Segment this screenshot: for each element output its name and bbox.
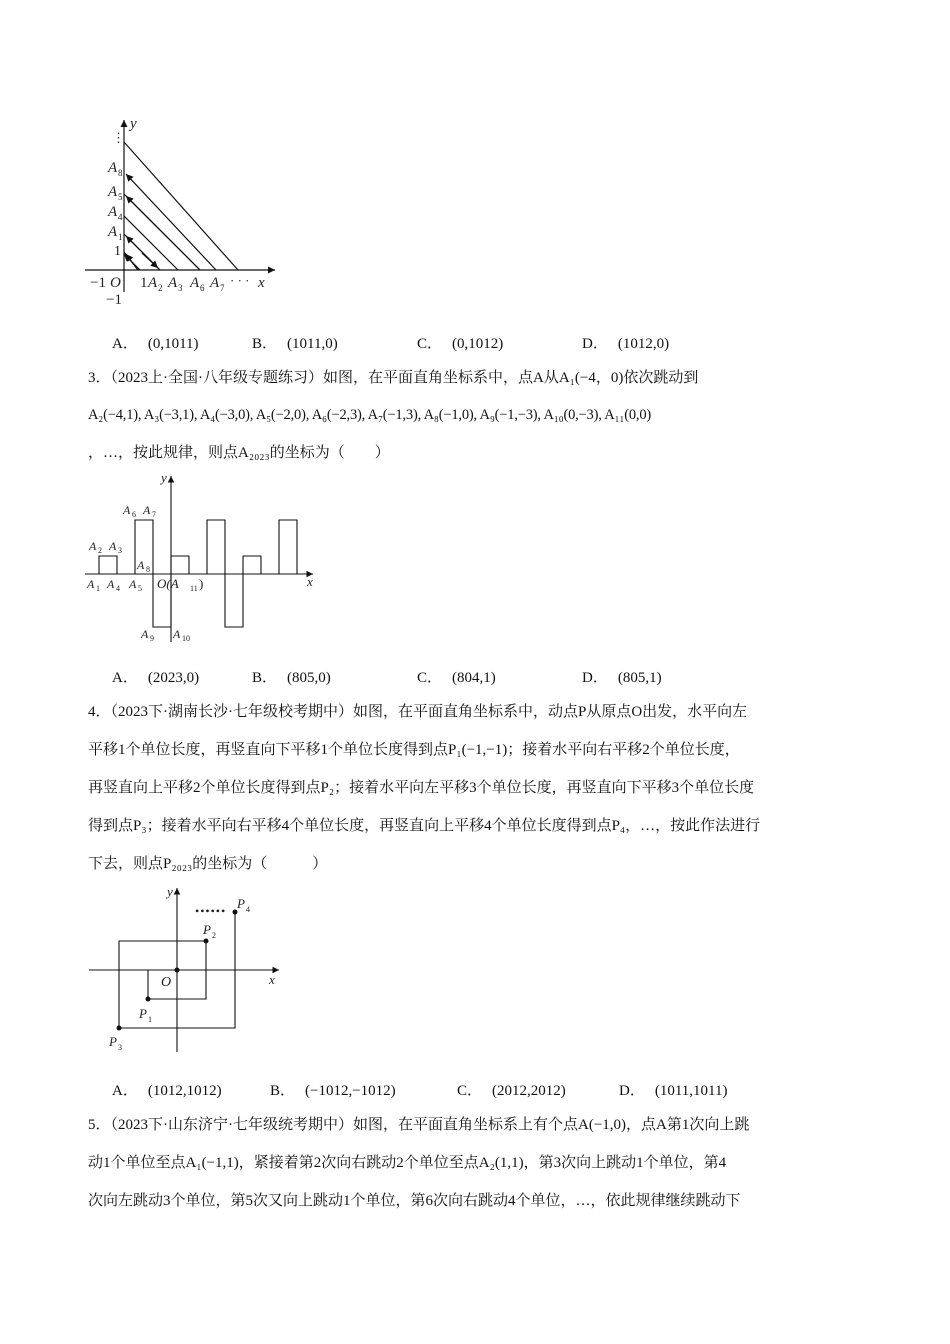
x-axis-label: x xyxy=(258,275,265,291)
q3-option-d[interactable]: D． (805,1) xyxy=(582,670,662,686)
label-a2-sub: 2 xyxy=(98,546,102,555)
q4-line-1: 4．（2023下·湖南长沙·七年级校考期中）如图，在平面直角坐标系中，动点P从原点O出发，水平向左 xyxy=(88,704,748,720)
label-a1-sub: 1 xyxy=(96,584,100,593)
label-a4: A xyxy=(108,204,118,220)
origin-label: O(A xyxy=(157,576,179,591)
label-a7: A xyxy=(143,503,151,517)
label-p3: P xyxy=(109,1034,117,1049)
label-a7: A xyxy=(210,275,220,291)
q3-option-a[interactable]: A． (2023,0) xyxy=(112,670,200,686)
label-a9: A xyxy=(141,627,149,641)
q2-option-a[interactable]: A． (0,1011) xyxy=(112,336,199,352)
q3-option-b[interactable]: B． (805,0) xyxy=(252,670,331,686)
q3-line-2: A₂(−4,1), A₃(−3,1), A₄(−3,0), A₅(−2,0), A₆(−2,3), A₇(−1,3), A₈(−1,0), A₉(−1,−3), A₁₀(0,−3), A₁₁(0,0) xyxy=(88,407,652,423)
y-axis-label: y xyxy=(130,116,137,132)
label-a2: A xyxy=(89,539,97,553)
label-a5: A xyxy=(129,577,137,591)
label-a10-sub: 10 xyxy=(182,634,190,643)
label-a8-sub: 8 xyxy=(146,565,150,574)
q5-line-3: 次向左跳动3个单位，第5次又向上跳动1个单位，第6次向右跳动4个单位，…，依此规律继续跳动下 xyxy=(88,1193,741,1209)
origin-close-paren: ) xyxy=(199,576,204,591)
q2-option-d[interactable]: D． (1012,0) xyxy=(582,336,670,352)
label-a1: A xyxy=(87,577,95,591)
q4-option-d[interactable]: D． (1011,1011) xyxy=(619,1083,728,1099)
q4-line-2: 平移1个单位长度，再竖直向下平移1个单位长度得到点P₁(−1,−1)；接着水平向右平移2个单位长度， xyxy=(88,742,740,758)
x-neg-one: −1 xyxy=(90,275,106,291)
label-a8-sub: 8 xyxy=(118,168,123,178)
label-p2: P xyxy=(203,922,211,937)
label-a5-sub: 5 xyxy=(118,192,123,202)
q4-line-5: 下去，则点P₂₀₂₃的坐标为（ ） xyxy=(88,856,328,872)
q4-option-b[interactable]: B． (−1012,−1012) xyxy=(270,1083,396,1099)
label-a10: A xyxy=(173,627,181,641)
label-a2: A xyxy=(148,275,158,291)
figure-3-diagram xyxy=(85,880,295,1060)
origin-label: O xyxy=(161,975,172,990)
label-a4: A xyxy=(107,577,115,591)
jump-path xyxy=(99,520,297,627)
q3-line-1: 3．（2023上·全国·八年级专题练习）如图，在平面直角坐标系中，点A从A₁(−4，0)依次跳动到 xyxy=(88,370,699,386)
label-a5-sub: 5 xyxy=(138,584,142,593)
label-a7-sub: 7 xyxy=(152,510,156,519)
x-one: 1 xyxy=(140,275,148,291)
y-neg-one: −1 xyxy=(106,292,122,308)
label-p1: P xyxy=(139,1006,147,1021)
q4-line-3: 再竖直向上平移2个单位长度得到点P₂；接着水平向左平移3个单位长度，再竖直向下平移3个单位长度 xyxy=(88,780,755,796)
label-a6: A xyxy=(123,503,131,517)
continuation-dots: •••••• xyxy=(195,904,227,918)
q2-option-b[interactable]: B． (1011,0) xyxy=(252,336,338,352)
y-axis-label: y xyxy=(167,884,173,899)
label-p3-sub: 3 xyxy=(118,1043,122,1052)
label-a4-sub: 4 xyxy=(118,212,123,222)
y-dots: ⋮ xyxy=(112,130,125,145)
label-p2-sub: 2 xyxy=(212,931,216,940)
label-a3: A xyxy=(109,539,117,553)
label-a1-sub: 1 xyxy=(118,232,123,242)
x-axis-label: x xyxy=(307,574,313,589)
label-a6: A xyxy=(190,275,200,291)
label-a1: A xyxy=(108,224,118,240)
label-p4-sub: 4 xyxy=(246,905,250,914)
label-a6-sub: 6 xyxy=(200,283,205,293)
figure-2-diagram xyxy=(85,470,325,645)
origin-label: O xyxy=(110,275,121,291)
x-dots: · · · xyxy=(230,273,250,288)
q4-line-4: 得到点P₃；接着水平向右平移4个单位长度，再竖直向上平移4个单位长度得到点P₄，…，按此作法进行 xyxy=(88,818,761,834)
label-a3-sub: 3 xyxy=(118,546,122,555)
y-one: 1 xyxy=(114,244,121,259)
label-a3: A xyxy=(168,275,178,291)
label-p4: P xyxy=(237,896,245,911)
label-a2-sub: 2 xyxy=(158,283,163,293)
q4-option-a[interactable]: A． (1012,1012) xyxy=(112,1083,222,1099)
label-a6-sub: 6 xyxy=(132,510,136,519)
figure-1-diagram xyxy=(80,112,280,312)
label-a8: A xyxy=(108,160,118,176)
q4-option-c[interactable]: C． (2012,2012) xyxy=(457,1083,566,1099)
x-axis-label: x xyxy=(269,972,275,987)
label-a8: A xyxy=(137,558,145,572)
q5-line-2: 动1个单位至点A₁(−1,1)，紧接着第2次向右跳动2个单位至点A₂(1,1)，第3次向上跳动1个单位，第4 xyxy=(88,1155,727,1171)
q3-option-c[interactable]: C． (804,1) xyxy=(417,670,496,686)
label-a7-sub: 7 xyxy=(220,283,225,293)
y-axis-label: y xyxy=(161,470,167,485)
q5-line-1: 5．（2023下·山东济宁·七年级统考期中）如图，在平面直角坐标系上有个点A(−1,0)，点A第1次向上跳 xyxy=(88,1117,750,1133)
q3-line-3: ，…，按此规律，则点A₂₀₂₃的坐标为（ ） xyxy=(88,445,390,461)
label-p1-sub: 1 xyxy=(148,1015,152,1024)
origin-sub: 11 xyxy=(190,584,198,593)
label-a9-sub: 9 xyxy=(150,634,154,643)
label-a3-sub: 3 xyxy=(178,283,183,293)
label-a5: A xyxy=(108,184,118,200)
q2-option-c[interactable]: C． (0,1012) xyxy=(417,336,504,352)
label-a4-sub: 4 xyxy=(116,584,120,593)
